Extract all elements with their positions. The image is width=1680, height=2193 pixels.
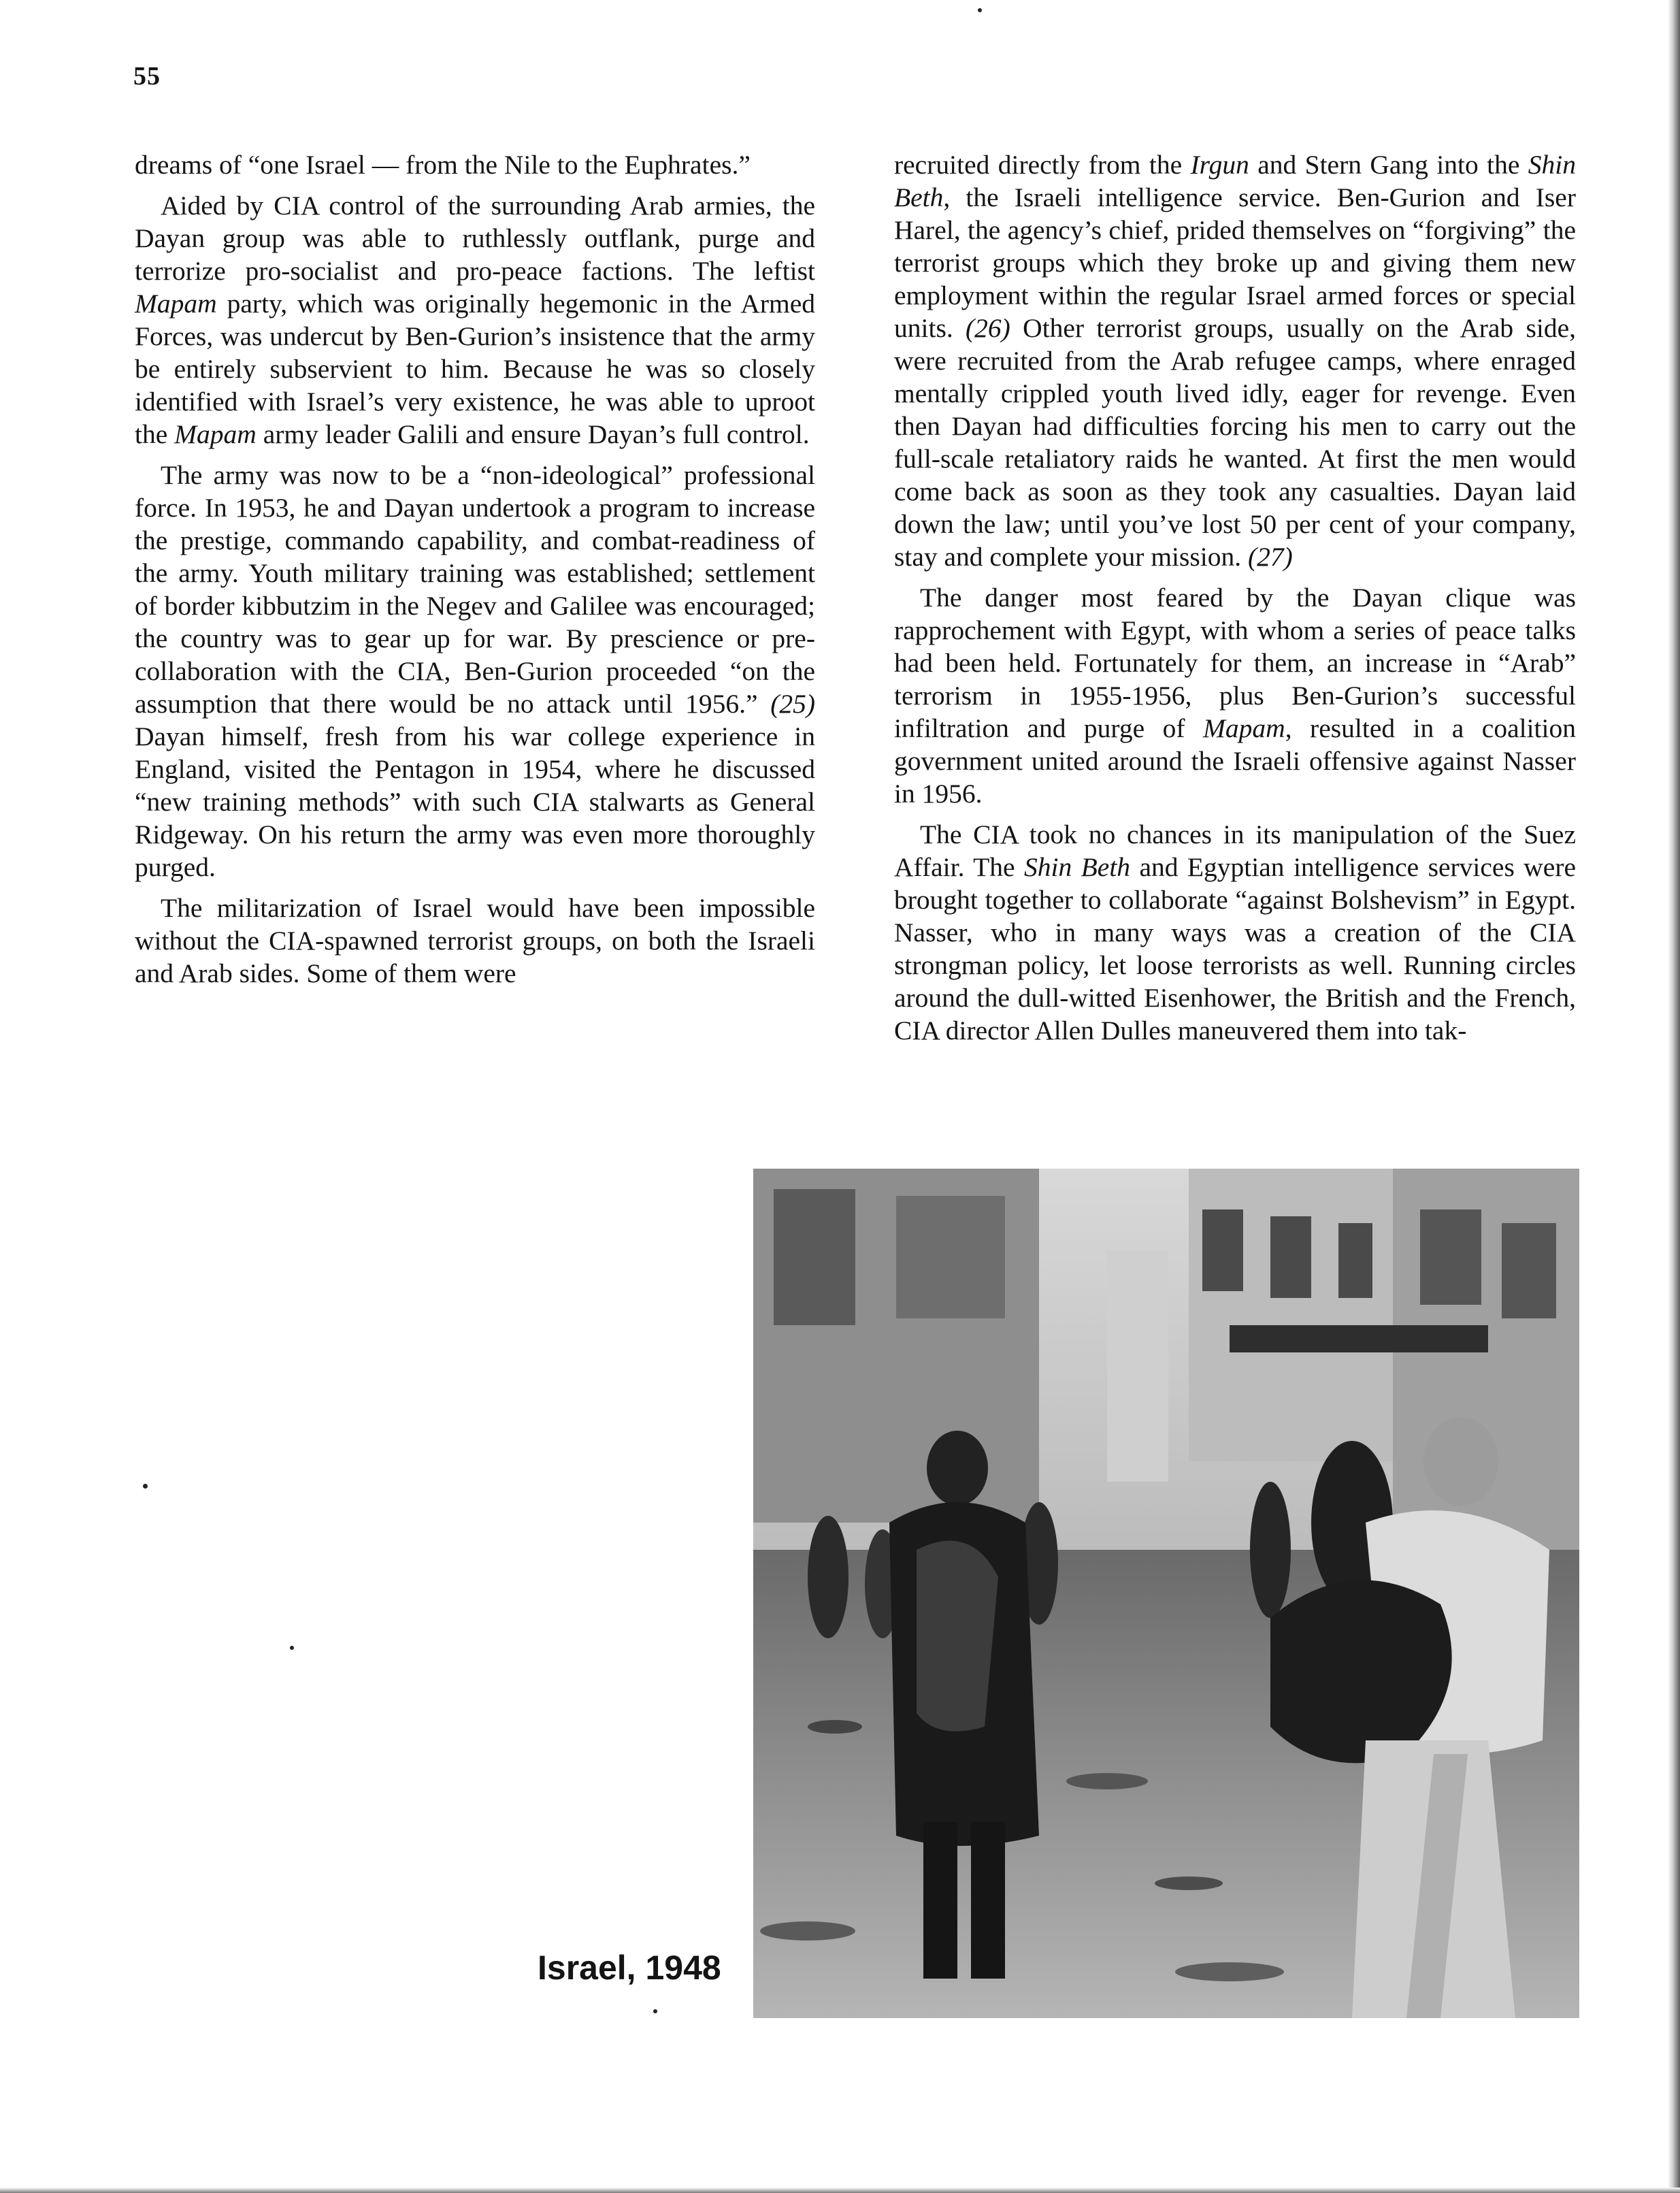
page-edge-right xyxy=(1668,0,1680,2193)
italic-text: Shin Beth xyxy=(894,150,1576,212)
speck xyxy=(978,8,982,12)
italic-text: Mapam xyxy=(1203,713,1285,743)
text-run: dreams of “one Israel — from the Nile to the Euphrates.” xyxy=(135,150,751,180)
paragraph xyxy=(894,581,1576,810)
text-run: recruited directly from the xyxy=(894,150,1191,180)
italic-text: (25) xyxy=(770,689,815,719)
paragraph xyxy=(135,892,815,990)
italic-text: Mapam xyxy=(174,419,257,449)
text-run: and Stern Gang into the xyxy=(1249,150,1528,180)
text-run: Aided by CIA control of the surrounding Arab armies, the Dayan group was able to ruthlessly outflank, purge and terrorize pro-socialist and pro-peace factions. The leftist xyxy=(135,191,815,286)
paragraph xyxy=(135,189,815,451)
italic-text: Mapam xyxy=(135,289,217,319)
text-run: The militarization of Israel would have been impossible without the CIA-spawned terrorist groups, on both the Israeli and Arab sides. Some of them were xyxy=(135,893,815,988)
paragraph xyxy=(135,459,815,883)
photograph xyxy=(753,1169,1579,2018)
page-number: 55 xyxy=(133,62,161,91)
text-run: The CIA took no chances in its manipulation of the Suez Affair. The xyxy=(894,819,1576,882)
left-column xyxy=(135,148,815,990)
speck xyxy=(290,1646,294,1650)
paragraph xyxy=(894,818,1576,1047)
right-column xyxy=(894,148,1576,1047)
text-run: Other terrorist groups, usually on the Arab side, were recruited from the Arab refugee camps, where enraged mentally crippled youth lived idly, eager for revenge. Even then Dayan had difficulties forcing his men to carry out the full-scale retaliatory raids he wanted. At first the men would come back as soon as they took any casualties. Dayan laid down the law; until you’ve lost 50 per cent of your company, stay and complete your mission. xyxy=(894,313,1576,572)
italic-text: (27) xyxy=(1248,542,1293,572)
text-run: and Egyptian intelligence services were brought together to collaborate “against Bolshevism” in Egypt. Nasser, who in many ways was a creation of the CIA strongman policy, let loose terrorists as well. Running circles around the dull-witted Eisenhower, the British and the French, CIA director Allen Dulles maneuvered them into tak- xyxy=(894,852,1576,1045)
italic-text: Irgun xyxy=(1190,150,1249,180)
page-edge-bottom xyxy=(0,2188,1680,2193)
text-run: Dayan himself, fresh from his war college experience in England, visited the Pentagon in 1954, where he discussed “new training methods” with such CIA stalwarts as General Ridgeway. On his return the army was even more thoroughly purged. xyxy=(135,721,815,882)
text-run: , resulted in a coalition government united around the Israeli offensive against Nasser in 1956. xyxy=(894,713,1576,809)
speck xyxy=(653,2009,657,2013)
text-run: The army was now to be a “non-ideological” professional force. In 1953, he and Dayan undertook a program to increase the prestige, commando capability, and combat-readiness of the army. Youth military training was established; settlement of border kibbutzim in the Negev and Galilee was encouraged; the country was to gear up for war. By prescience or pre-collaboration with the CIA, Ben-Gurion proceeded “on the assumption that there would be no attack until 1956.” xyxy=(135,460,815,719)
photo-caption: Israel, 1948 xyxy=(538,1949,721,1987)
speck xyxy=(143,1484,148,1489)
paragraph xyxy=(135,148,815,181)
text-run: , the Israeli intelligence service. Ben-Gurion and Iser Harel, the agency’s chief, prided themselves on “forgiving” the terrorist groups which they broke up and giving them new employment within the regular Israel armed forces or special units. xyxy=(894,182,1576,343)
italic-text: Shin Beth xyxy=(1024,852,1131,882)
italic-text: (26) xyxy=(966,313,1010,343)
text-run: The danger most feared by the Dayan clique was rapprochement with Egypt, with whom a series of peace talks had been held. Fortunately for them, an increase in “Arab” terrorism in 1955-1956, plus Ben-Gurion’s successful infiltration and purge of xyxy=(894,583,1576,743)
text-run: party, which was originally hegemonic in the Armed Forces, was undercut by Ben-Gurion’s insistence that the army be entirely subservient to him. Because he was so closely identified with Israel’s very existence, he was able to uproot the xyxy=(135,289,815,449)
text-run: army leader Galili and ensure Dayan’s full control. xyxy=(256,419,810,449)
paragraph xyxy=(894,148,1576,573)
